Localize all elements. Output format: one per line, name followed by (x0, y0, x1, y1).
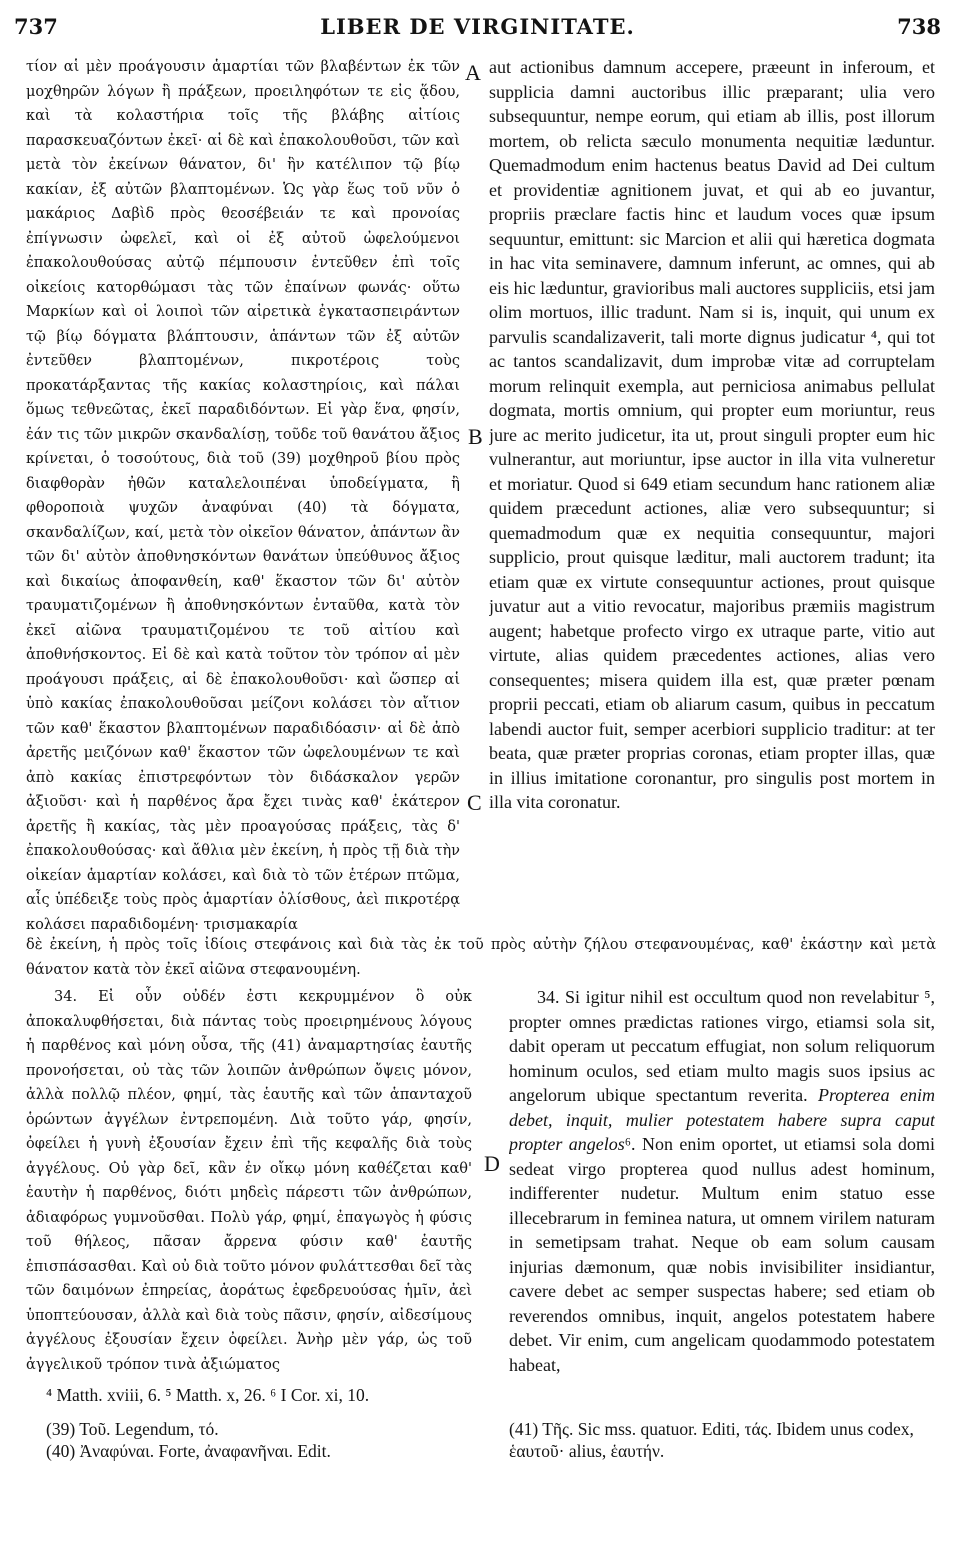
section-marker-c: C (467, 790, 482, 815)
footnote-40: (40) Ἀναφύναι. Forte, ἀναφανῆναι. Edit. (46, 1441, 331, 1461)
latin-paragraph-top: aut actionibus damnum accepere, præeunt in inferoum, et supplicia damni auctoribus illic præparant; ulia vero subsequuntur, nempe eorum, qui etiam ab illis, post illorum mortem, ob relicta sæculo monumenta nequitiæ læduntur. Quemadmodum enim hactenus beatus David ad Dei cultum et providentiæ agnitionem juvat, et qui ab eo juvantur, propriis præclare factis hinc et laudum voces quæ ipsum sequuntur, emittunt: sic Marcion et alii qui hæretica dogmata in hac vita seminavere, damnum inferunt, ac omnes, qui ab eis hic læduntur, gravioribus mali auctores suppliciis, etsi jam olim mortuos, illic tradunt. Nam si is, inquit, qui unum ex parvulis scandalizaverit, tali morte dignus judicatur ⁴, qui tot ac tantos scandalizavit, dum improbæ vitæ ad corruptelam morum relinquit exempla, aut perniciosa animabus pellulat dogmata, mortis omnium, qui propter eum moriuntur, reus jure ac merito judicetur, ita ut, prout singuli propter eum hic vulnerantur, aut moriuntur, ipse auctor in illa vita vulneretur et moriatur. Quod si 649 etiam secundum hanc rationem aliæ quidem præcedunt actiones, aliæ vero subsequuntur; si quemadmodum quæ ex nequitia consequuntur, majori supplicio, prout quisque læditur, mali auctorem tradunt; ita etiam quæ ex virtute consequuntur actiones, prout quisque juvatur aut a vitio revocatur, majoribus præmiis magistrum augent; habetque profecto virgo ex utraque parte, vitio aut virtute, alias quidem præcedentes actiones, alias vero consequentes; misera quidem illa est, quæ præter pœnam proprii peccati, etiam ob aliarum casum, quibus in peccatum labendi auctor fuit, semper acerbiori supplicio traditur: at ter beata, quæ præter proprias coronas, etiam propter illas, quæ in illius imitatione coronantur, pro singulis post mortem in illa vita coronatur. (489, 57, 935, 812)
greek-paragraph-span: δὲ ἐκείνη, ἡ πρὸς τοῖς ἰδίοις στεφάνοις καὶ διὰ τὰς ἐκ τοῦ πρὸς αὐτὴν ζήλου στεφανουμένας, καθ' ἑκάστην καὶ μετὰ θάνατον κατὰ τὸν ἐκεῖ αἰῶνα στεφανουμένη. (26, 937, 936, 978)
page-number-left: 737 (14, 14, 58, 39)
footnotes-right (509, 1418, 935, 1462)
greek-paragraph-34: 34. Εἰ οὖν οὐδέν ἐστι κεκρυμμένον ὃ οὐκ ἀποκαλυφθήσεται, διὰ πάντας τοὺς προειρημένους λόγους ἡ παρθένος καὶ μόνη οὖσα, τῆς (41) ἀναμαρτησίας ἑαυτῆς προνοήσεται, οὐ τὰς τῶν λοιπῶν ἀνθρώπων ὄψεις μόνον, ἀλλὰ πολλῷ πλέον, φημί, τὰς ἑαυτῆς καὶ τῶν ἁπανταχοῦ ὁρώντων ἀγγέλων ἐντρεπομένη. Διὰ τοῦτο γάρ, φησίν, ὀφείλει ἡ γυνὴ ἐξουσίαν ἔχειν ἐπὶ τῆς κεφαλῆς διὰ τοὺς ἀγγέλους. Οὐ γὰρ δεῖ, κἂν ἐν οἴκῳ μόνη καθέζεται καθ' ἑαυτὴν ἡ παρθένος, διότι μηδεὶς πάρεστι τῶν ἀνθρώπων, ἀδιαφόρως γυμνοῦσθαι. Πολὺ γάρ, φημί, ἐπαγωγὸς ἡ φύσις τοῦ θήλεος, πᾶσαν ἄρρενα φύσιν καθ' ἑαυτῆς ἐπισπάσασθαι. Καὶ οὐ διὰ τοῦτο μόνον φυλάττεσθαι δεῖ τὰς τῶν δαιμόνων ἐπηρείας, ἀοράτως ἐφεδρευούσας ἡμῖν, ἀεὶ ὑποπτεύουσαν, ἀλλὰ καὶ διὰ τοὺς πᾶσιν, φησίν, αἰδεσίμους ἀγγέλους ἐξουσίαν ἔχειν ὀφείλει. Ἀνὴρ μὲν γάρ, ὡς τοῦ ἀγγελικοῦ τρόπον τινὰ ἀξιώματος (26, 989, 472, 1373)
running-header (0, 14, 955, 44)
greek-column-bottom (26, 985, 472, 1385)
latin-paragraph-34-part1: 34. Si igitur nihil est occultum quod non revelabitur ⁵, propter omnes prædictas rationes virgo, etiamsi sola sit, dabit operam ut peccatum effugiat, non solum reliquorum hominum oculos, sed etiam multo magis suos ipsius ac angelorum ubique spectantum reverita. (509, 987, 935, 1105)
page-number-right: 738 (897, 14, 941, 39)
greek-paragraph-top: τίον αἱ μὲν προάγουσιν ἁμαρτίαι τῶν βλαβέντων ἐκ τῶν μοχθηρῶν λόγων ἢ πράξεων, προειληφότων τε εἰς ᾅδου, καὶ τὰ κολαστήρια τοῖς τῆς βλάβης αἰτίοις παρασκευαζόντων ἐκεῖ· αἱ δὲ καὶ ἐπακολουθοῦσι, τῶν καὶ μετὰ τὸν ἐκείνων θάνατον, δι' ἣν κατέλιπον τῷ βίῳ κακίαν, ἐξ αὐτῶν βλαπτομένων. Ὡς γὰρ ἕως τοῦ νῦν ὁ μακάριος Δαβὶδ πρὸς θεοσέβειάν τε καὶ προνοίας ἐπίγνωσιν ὠφελεῖ, καὶ οἱ ἐξ αὐτοῦ ὠφελούμενοι ἐπακολουθούσας αὐτῷ πέμπουσιν ἐντεῦθεν ἐπὶ τοῖς οἰκείοις κατορθώμασι τὰς τῶν ἐπαίνων φωνάς· οὕτω Μαρκίων καὶ οἱ λοιποὶ τῶν αἱρετικὰ ἐγκατασπειράντων τῷ βίῳ δόγματα βλάπτουσιν, ἁπάντων τῶν ἐξ αὐτῶν ἐντεῦθεν βλαπτομένων, πικροτέροις τοὺς προκατάρξαντας τῆς κακίας κολαστηρίοις, καὶ πάλαι ὅμως τεθνεῶτας, ἐκεῖ παραδιδόντων. Εἰ γὰρ ἕνα, φησίν, ἐάν τις τῶν μικρῶν σκανδαλίσῃ, τοῦδε τοῦ θανάτου ἄξιος κρίνεται, ὁ τοσούτους, διὰ τοῦ (39) μοχθηροῦ βίου πρὸς διαφθορὰν ἠθῶν καταλελοιπέναι ὑποδείγματα, ἢ φθοροποιὰ ψυχῶν ἀναφύναι (40) τὰ δόγματα, σκανδαλίζων, καί, μετὰ τὸν οἰκεῖον θάνατον, ἁπάντων ἂν τῶν δι' αὐτὸν ἀποθνησκόντων θανάτων ὑπεύθυνος ἄξιος καὶ δικαίως ἀποφανθείη, καθ' ἕκαστον τῶν δι' αὐτὸν τραυματιζομένων ἢ ἀποθνησκόντων ἐνταῦθα, κατὰ τὸν ἐκεῖ αἰῶνα τραυματιζομένου τε τοῦ αἰτίου καὶ ἀποθνήσκοντος. Εἰ δὲ καὶ κατὰ τοῦτον τὸν τρόπον αἱ μὲν προάγουσι πράξεις, αἱ δὲ ἐπακολουθοῦσι· καὶ ὥσπερ αἱ ὑπὸ κακίας ἐπακολουθοῦσαι μείζονι κολάσει τὸν αἴτιον τῶν καθ' ἕκαστον βλαπτομένων παραδιδόασιν· αἱ δὲ ἀπὸ ἀρετῆς μειζόνων καθ' ἕκαστον τῶν ὠφελουμένων τε καὶ ἀπὸ κακίας ἐπιστρεφόντων τὸν διδάσκαλον γερῶν ἀξιοῦσι· καὶ ἡ παρθένος ἄρα ἔχει τινὰς καθ' ἑκάτερον ἀρετῆς ἢ κακίας, τὰς μὲν προαγούσας πράξεις, τὰς δ' ἐπακολουθούσας· καὶ ἄθλια μὲν ἐκείνη, ἡ πρὸς τῇ διὰ τὴν οἰκείαν ἁμαρτίαν κολάσει, καὶ διὰ τὸ τῶν ἑτέρων πτῶμα, αἷς ὑπέδειξε τοὺς πρὸς ἁμαρτίαν ὀλίσθους, ἀεὶ πικροτέρᾳ κολάσει παραδιδομένη· τρισμακαρία (26, 59, 460, 933)
running-title: LIBER DE VIRGINITATE. (320, 14, 635, 39)
footnotes-left (46, 1418, 486, 1462)
footnote-41: (41) Τῆς. Sic mss. quatuor. Editi, τάς. Ibidem unus codex, ἑαυτοῦ· alius, ἑαυτήν. (509, 1419, 914, 1461)
latin-column-bottom (509, 985, 935, 1385)
latin-paragraph-34 (509, 985, 935, 1377)
latin-paragraph-34-part2: ⁶. Non enim oportet, ut etiamsi sola domi sedeat virgo propterea quod nullus adest hominum, indifferenter nudetur. Multum enim statuo esse illecebrarum in feminea natura, ut omnem virilem naturam in semetipsam trahat. Neque ob eam solum causam injurias dæmonum, quæ nobis invisibiliter insidiantur, cavere debet ac semper suspectas habere; sed etiam ob reverendos omnibus, inquit, angelos potestatem habere debet. Vir enim, cum angelicam quodammodo potestatem habeat, (509, 1134, 935, 1375)
section-marker-a: A (465, 60, 481, 85)
greek-spanning-lines (26, 933, 936, 983)
latin-column-top (489, 55, 935, 943)
scripture-references: ⁴ Matth. xviii, 6. ⁵ Matth. x, 26. ⁶ I Cor. xi, 10. (46, 1385, 370, 1405)
section-marker-d: D (484, 1151, 500, 1176)
latin-scripture-quote: Propterea enim debet, inquit, mulier potestatem habere supra caput propter angelos (509, 1085, 935, 1154)
greek-column-top (26, 55, 460, 943)
footnote-39: (39) Τοῦ. Legendum, τό. (46, 1419, 219, 1439)
section-marker-b: B (468, 424, 483, 449)
